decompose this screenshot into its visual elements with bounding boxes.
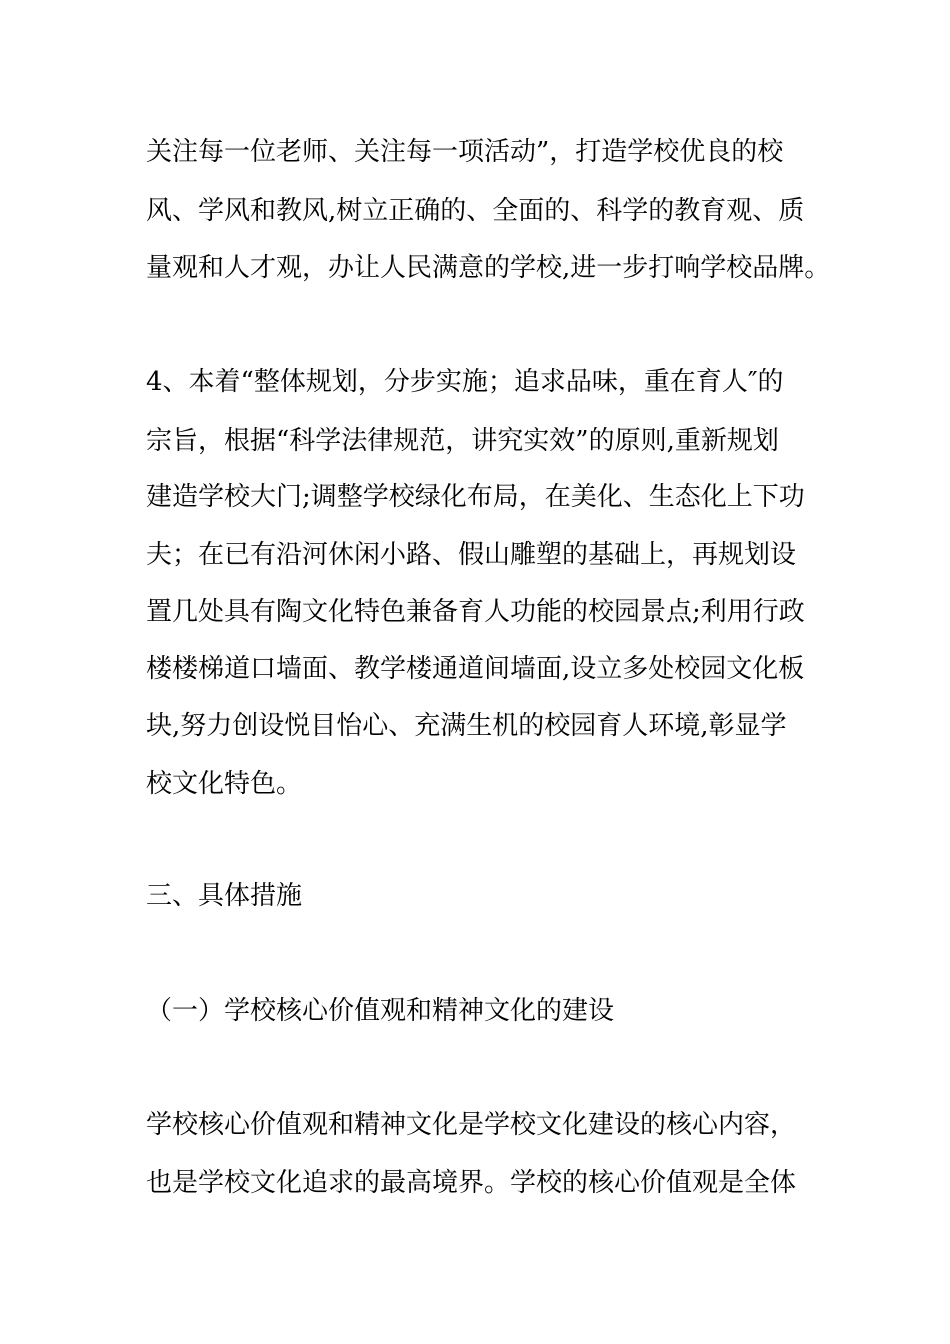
text-line: 学校核心价值观和精神文化是学校文化建设的核心内容， xyxy=(146,1110,797,1140)
section-heading: 三、具体措施 xyxy=(146,881,303,911)
text-line: 风、学风和教风,树立正确的、全面的、科学的教育观、质 xyxy=(146,196,805,226)
text-line: 也是学校文化追求的最高境界。学校的核心价值观是全体 xyxy=(146,1168,797,1198)
text-line: 夫；在已有沿河休闲小路、假山雕塑的基础上，再规划设 xyxy=(146,540,797,570)
text-line: 楼楼梯道口墙面、教学楼通道间墙面,设立多处校园文化板 xyxy=(146,654,805,684)
text-line: 校文化特色。 xyxy=(146,769,303,799)
text-line: 块,努力创设悦目怡心、充满生机的校园育人环境,彰显学 xyxy=(146,711,787,741)
text-line: 置几处具有陶文化特色兼备育人功能的校园景点;利用行政 xyxy=(146,597,805,627)
text-line: 量观和人才观，办让人民满意的学校,进一步打响学校品牌。 xyxy=(146,253,831,283)
text-line: 宗旨，根据“科学法律规范，讲究实效”的原则,重新规划 xyxy=(146,426,779,456)
text-line: 建造学校大门;调整学校绿化布局，在美化、生态化上下功 xyxy=(146,482,805,512)
text-line: 4、本着“整体规划，分步实施；追求品味，重在育人″的 xyxy=(146,367,784,397)
text-line: 关注每一位老师、关注每一项活动”，打造学校优良的校 xyxy=(146,137,784,167)
subsection-heading: （一）学校核心价值观和精神文化的建设 xyxy=(146,996,615,1026)
